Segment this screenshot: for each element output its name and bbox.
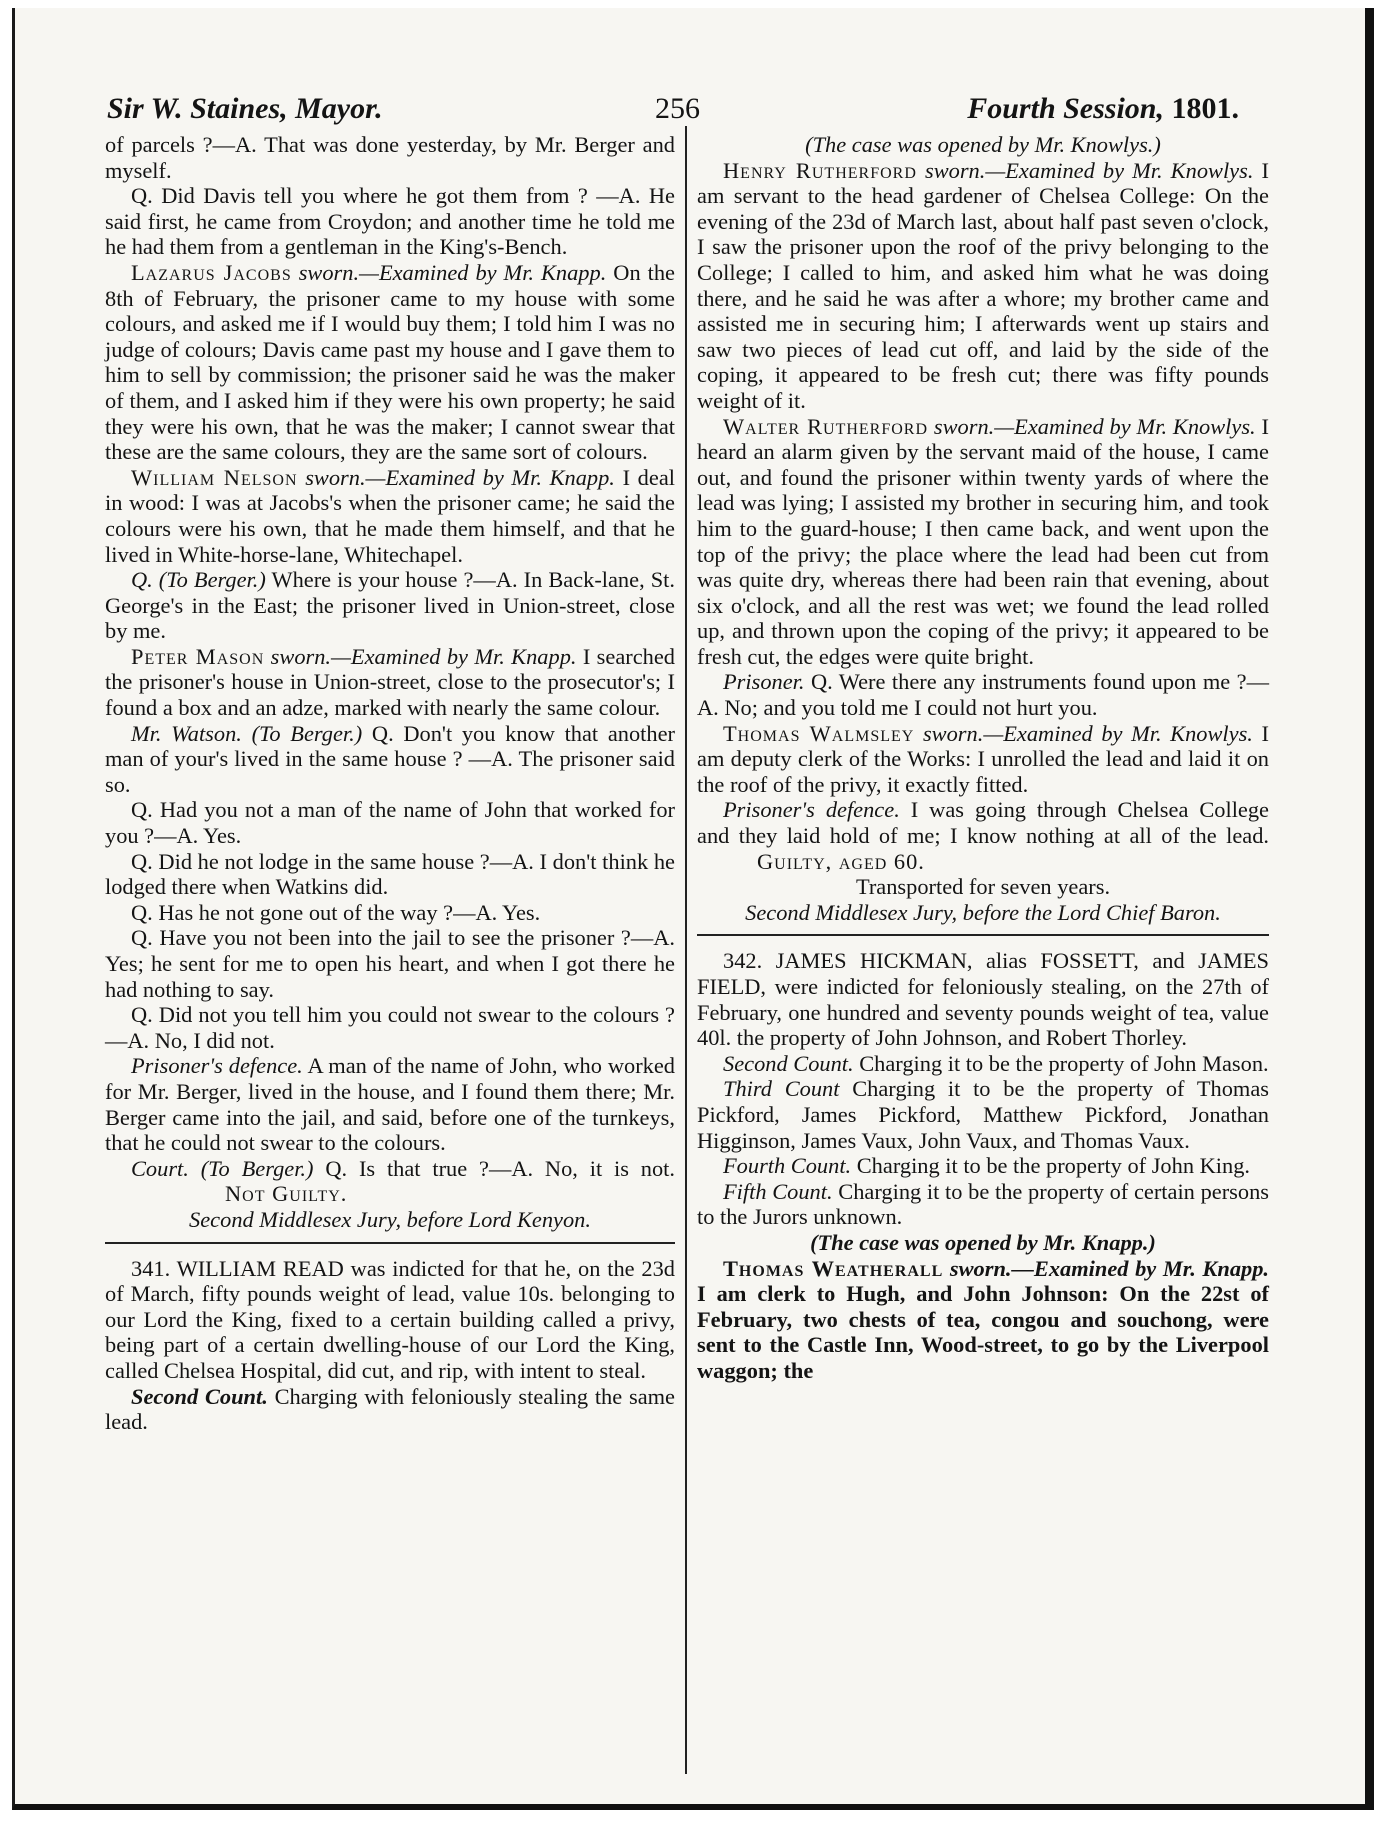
sworn-note: sworn.—Examined by Mr. Knowlys. [933,413,1256,439]
testimony-thomas-walmsley [697,721,1269,798]
count-lead: Fifth Count. [723,1178,833,1204]
defence-text: I was going through Chelsea College and they laid hold of me; I know nothing at all of the lead. [697,797,1269,849]
sworn-note: sworn.—Examined by Mr. Knowlys. [925,157,1254,183]
defendant-names: JAMES HICKMAN, alias FOSSETT, and JAMES FIELD, [697,948,1269,999]
paragraph: Q. Have you not been into the jail to see the prisoner ?—A. Yes; he sent for me to open his heart, and when I got there he had nothing to say. [105,925,675,1002]
prisoner-defence [105,1053,675,1155]
running-header [107,90,1239,134]
testimony-william-nelson [105,465,675,567]
prisoner-text: Q. Were there any instruments found upon me ?—A. No; and you told me I could not hurt you. [697,669,1269,721]
sworn-note: sworn.—Examined by Mr. Knapp. [270,643,577,669]
witness-name: Peter Mason [131,643,265,669]
header-session [967,92,1239,126]
count-text: Charging it to be the property of Thomas Pickford, James Pickford, Matthew Pickford, Jonathan Higginson, James Vaux, John Vaux, and Thomas Vaux. [697,1076,1269,1153]
court-question [105,1156,675,1207]
count-text: Charging it to be the property of John King. [856,1153,1250,1179]
witness-name: Walter Rutherford [723,413,929,439]
fifth-count [697,1179,1269,1230]
witness-name: Henry Rutherford [723,157,917,183]
sworn-note: sworn.—Examined by Mr. Knowlys. [922,720,1253,746]
defendant-name: WILLIAM READ [176,1255,344,1281]
prisoner-defence [697,797,1269,874]
header-mayor: Sir W. Staines, Mayor. [107,92,383,125]
sworn-note: sworn.—Examined by Mr. Knapp. [305,464,615,490]
indictment-text: was indicted for that he, on the 23d of March, fifty pounds weight of lead, value 10s. belonging to our Lord the King, fixed to a certain building called a privy, being part of a certain dwelling-house of our Lord the King, called Chelsea Hospital, did cut, and rip, with intent to steal. [105,1255,675,1383]
question-mr-watson [105,721,675,798]
testimony-text: I searched the prisoner's house in Union-street, close to the prosecutor's; I found a box and an adze, marked with nearly the same colour. [105,643,675,721]
defence-lead: Prisoner's defence. [723,797,900,823]
question-text: Where is your house ?—A. In Back-lane, St. George's in the East; the prisoner lived in Union-street, close by me. [105,567,675,644]
testimony-peter-mason [105,644,675,721]
right-column [697,132,1269,1384]
paragraph: Q. Had you not a man of the name of John that worked for you ?—A. Yes. [105,797,675,849]
header-session-label: Fourth Session, [967,92,1164,125]
case-opened-note: (The case was opened by Mr. Knowlys.) [805,132,1161,157]
paragraph: of parcels ?—A. That was done yesterday, by Mr. Berger and myself. [105,132,675,183]
testimony-walter-rutherford [697,414,1269,670]
question-to-berger [105,567,675,644]
witness-name: William Nelson [131,464,298,490]
paragraph: Q. Did not you tell him you could not swear to the colours ?—A. No, I did not. [105,1002,675,1053]
witness-name: Thomas Weatherall [723,1255,944,1281]
case-number: 342. [723,948,763,974]
case-number: 341. [131,1255,171,1281]
testimony-text: On the 8th of February, the prisoner came to my house with some colours, and asked me if I would buy them; I told him I was no judge of colours; Davis came past my house and I gave them to him to sell by commission; the prisoner said he was the maker of them, and I asked him if they were his own property; he said they were his own, that he was the maker; I cannot swear that these are the same colours, they are the same sort of colours. [105,259,675,465]
third-count [697,1076,1269,1153]
prisoner-lead: Prisoner. [723,669,805,695]
header-year: 1801. [1171,92,1239,125]
court-lead: Court. (To Berger.) [131,1155,314,1181]
testimony-text: I am servant to the head gardener of Chelsea College: On the evening of the 23d of March last, about half past seven o'clock, I saw the prisoner upon the roof of the privy belonging to the College; I called to him, and asked him what he was doing there, and he said he was after a whore; my brother came and assisted me in securing him; I afterwards went up stairs and saw two pieces of lead cut off, and laid by the side of the coping, it appeared to be fresh cut; there was fifty pounds weight of it. [697,157,1269,413]
testimony-lazarus-jacobs [105,260,675,465]
testimony-text: I am clerk to Hugh, and John Johnson: On the 22st of February, two chests of tea, congou and souchong, were sent to the Castle Inn, Wood-street, to go by the Liverpool waggon; the [697,1281,1269,1383]
verdict: Guilty, aged 60. [757,848,925,874]
sworn-note: sworn.—Examined by Mr. Knapp. [949,1255,1269,1281]
testimony-henry-rutherford [697,158,1269,414]
testimony-text: I deal in wood: I was at Jacobs's when the prisoner came; he said the colours were his own, that he made them himself, and that he lived in White-horse-lane, Whitechapel. [105,464,675,567]
prisoner-question [697,669,1269,720]
count-lead: Second Count. [131,1383,268,1409]
testimony-text: I am deputy clerk of the Works: I unrolled the lead and laid it on the roof of the privy, it exactly fitted. [697,720,1269,797]
defence-text: A man of the name of John, who worked for Mr. Berger, lived in the house, and I found them there; Mr. Berger came into the jail, and said, before one of the turnkeys, that he could not swear to the colours. [105,1053,675,1156]
case-341 [105,1256,675,1384]
defence-lead: Prisoner's defence. [131,1053,303,1079]
case-342 [697,948,1269,1050]
sworn-note: sworn.—Examined by Mr. Knapp. [298,259,607,285]
case-divider [697,934,1269,936]
question-text: Q. Don't you know that another man of your's lived in the same house ? —A. The prisoner said so. [105,720,675,797]
count-text: Charging it to be the property of certain persons to the Jurors unknown. [697,1178,1269,1230]
jury-note: Second Middlesex Jury, before Lord Kenyon. [189,1206,591,1232]
testimony-text: I heard an alarm given by the servant maid of the house, I came out, and found the prisoner within twenty yards of where the lead was lying; I assisted my brother in securing him, and took him to the guard-house; I then came back, and went upon the top of the privy; the place where the lead had been cut from was quite dry, whereas there had been rain that evening, about six o'clock, and all the rest was wet; we found the lead rolled up, and thrown upon the coping of the privy; it appeared to be fresh cut, the edges were quite bright. [697,413,1269,669]
jury-note: Second Middlesex Jury, before the Lord Chief Baron. [745,899,1221,925]
second-count [697,1051,1269,1077]
page [12,8,1374,1810]
paragraph: Q. Did Davis tell you where he got them from ? —A. He said first, he came from Croydon; and another time he told me he had them from a gentleman in the King's-Bench. [105,183,675,260]
count-lead: Fourth Count. [723,1153,852,1179]
page-number: 256 [655,92,700,125]
case-opened-note: (The case was opened by Mr. Knapp.) [810,1229,1156,1255]
second-count [105,1384,675,1435]
count-lead: Second Count. [723,1050,854,1076]
court-text: Q. Is that true ?—A. No, it is not. [325,1155,675,1181]
witness-name: Thomas Walmsley [723,720,915,746]
witness-name: Lazarus Jacobs [131,259,292,285]
count-text: Charging with feloniously stealing the same lead. [105,1383,675,1435]
count-lead: Third Count [723,1076,840,1102]
case-divider [105,1242,675,1244]
column-divider [685,126,687,1774]
indictment-text: were indicted for feloniously stealing, on the 27th of February, one hundred and seventy pounds weight of tea, value 40l. the property of John Johnson, and Robert Thorley. [697,974,1269,1051]
question-lead: Mr. Watson. (To Berger.) [131,720,363,746]
count-text: Charging it to be the property of John Mason. [859,1050,1269,1076]
fourth-count [697,1153,1269,1179]
verdict: Not Guilty. [225,1181,348,1207]
left-column [105,132,675,1435]
paragraph: Q. Did he not lodge in the same house ?—A. I don't think he lodged there when Watkins did. [105,848,675,900]
testimony-thomas-weatherall [697,1256,1269,1384]
paragraph: Q. Has he not gone out of the way ?—A. Yes. [131,899,541,925]
sentence: Transported for seven years. [855,874,1111,900]
question-lead: Q. (To Berger.) [131,567,266,593]
